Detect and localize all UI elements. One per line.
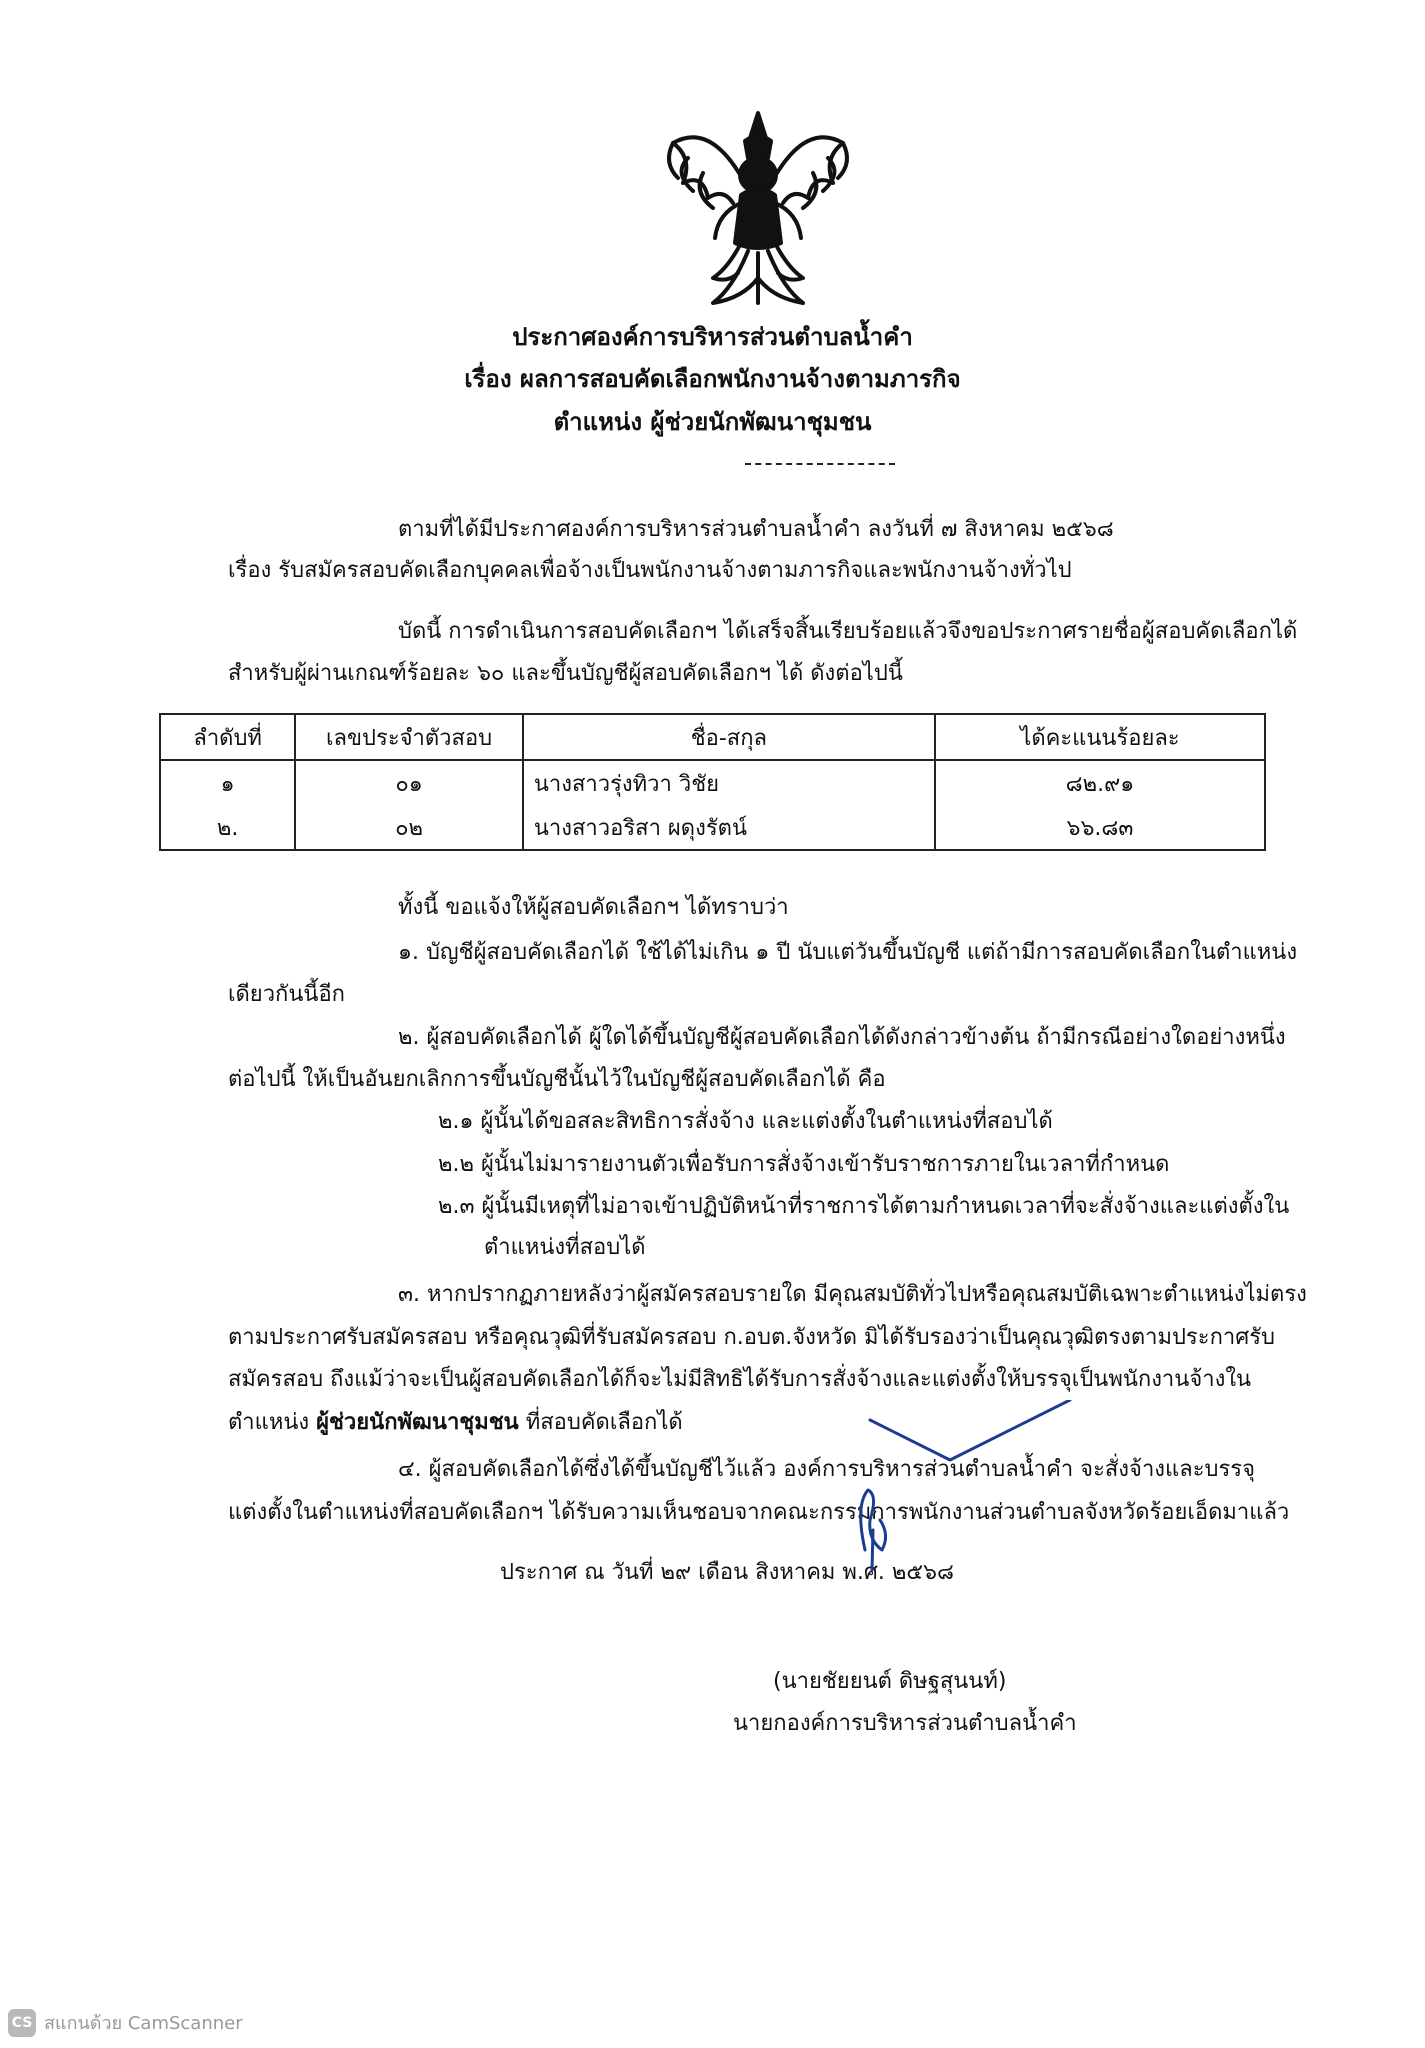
notice-line: ๒.๒ ผู้นั้นไม่มารายงานตัวเพื่อรับการสั่งจ้างเข้ารับราชการภายในเวลาที่กำหนด — [438, 1152, 1170, 1177]
announcement-date: ประกาศ ณ วันที่ ๒๙ เดือน สิงหาคม พ.ศ. ๒๕๖๘ — [500, 1560, 954, 1585]
notice-line: ตำแหน่งที่สอบได้ — [484, 1235, 646, 1260]
notice-line: ต่อไปนี้ ให้เป็นอันยกเลิกการขึ้นบัญชีนั้นไว้ในบัญชีผู้สอบคัดเลือกได้ คือ — [228, 1067, 886, 1092]
scanner-text: สแกนด้วย CamScanner — [44, 2013, 243, 2034]
header-divider — [745, 463, 895, 465]
notice-line: ๔. ผู้สอบคัดเลือกได้ซึ่งได้ขึ้นบัญชีไว้แล้ว องค์การบริหารส่วนตำบลน้ำคำ จะสั่งจ้างและบรรจุ — [398, 1457, 1256, 1482]
table-cell: นางสาวอริสา ผดุงรัตน์ — [523, 805, 935, 850]
notice-line: แต่งตั้งในตำแหน่งที่สอบคัดเลือกฯ ได้รับความเห็นชอบจากคณะกรรมการพนักงานส่วนตำบลจังหวัดร้อยเอ็ดมาแล้ว — [228, 1500, 1290, 1525]
notice-line: เดียวกันนี้อีก — [228, 982, 345, 1007]
notice-line: ๑. บัญชีผู้สอบคัดเลือกได้ ใช้ได้ไม่เกิน ๑ ปี นับแต่วันขึ้นบัญชี แต่ถ้ามีการสอบคัดเลือกในตำแหน่ง — [398, 940, 1298, 965]
notice-line: ๒.๑ ผู้นั้นได้ขอสละสิทธิการสั่งจ้าง และแต่งตั้งในตำแหน่งที่สอบได้ — [438, 1109, 1053, 1134]
notice-text: ตำแหน่ง — [228, 1410, 310, 1435]
garuda-emblem-icon — [653, 103, 863, 313]
intro-line: ตามที่ได้มีประกาศองค์การบริหารส่วนตำบลน้ำคำ ลงวันที่ ๗ สิงหาคม ๒๕๖๘ — [398, 517, 1114, 542]
notice-line — [228, 1405, 683, 1441]
table-cell: ๐๒ — [295, 805, 523, 850]
signature-mark — [820, 1400, 1120, 1580]
notice-line: ๒. ผู้สอบคัดเลือกได้ ผู้ใดได้ขึ้นบัญชีผู้สอบคัดเลือกได้ดังกล่าวข้างต้น ถ้ามีกรณีอย่างใดอย่างหนึ่ง — [398, 1025, 1286, 1050]
announcement-position: ตำแหน่ง ผู้ช่วยนักพัฒนาชุมชน — [553, 408, 872, 436]
table-cell: ๐๑ — [295, 760, 523, 805]
signer-title: นายกองค์การบริหารส่วนตำบลน้ำคำ — [733, 1711, 1077, 1736]
table-cell: ๘๒.๙๑ — [935, 760, 1265, 805]
position-name-bold: ผู้ช่วยนักพัฒนาชุมชน — [316, 1410, 519, 1435]
notice-line: สมัครสอบ ถึงแม้ว่าจะเป็นผู้สอบคัดเลือกได้ก็จะไม่มีสิทธิได้รับการสั่งจ้างและแต่งตั้งให้บรรจุเป็นพนักงานจ้างใน — [228, 1367, 1252, 1392]
intro-line: สำหรับผู้ผ่านเกณฑ์ร้อยละ ๖๐ และขึ้นบัญชีผู้สอบคัดเลือกฯ ได้ ดังต่อไปนี้ — [228, 661, 903, 686]
table-cell: นางสาวรุ่งทิวา วิชัย — [523, 760, 935, 805]
notice-line: ทั้งนี้ ขอแจ้งให้ผู้สอบคัดเลือกฯ ได้ทราบว่า — [398, 895, 789, 920]
notice-line: ๓. หากปรากฏภายหลังว่าผู้สมัครสอบรายใด มีคุณสมบัติทั่วไปหรือคุณสมบัติเฉพาะตำแหน่งไม่ตรง — [398, 1282, 1307, 1307]
column-header: เลขประจำตัวสอบ — [295, 714, 523, 760]
table-cell: ๒. — [160, 805, 295, 850]
table-cell: ๑ — [160, 760, 295, 805]
results-table — [159, 713, 1266, 851]
camscanner-icon: CS — [8, 2009, 36, 2037]
table-row — [160, 760, 1265, 805]
intro-line: บัดนี้ การดำเนินการสอบคัดเลือกฯ ได้เสร็จสิ้นเรียบร้อยแล้วจึงขอประกาศรายชื่อผู้สอบคัดเลือกได้ — [398, 619, 1298, 644]
signer-name: (นายชัยยนต์ ดิษฐสุนนท์) — [773, 1669, 1007, 1694]
column-header: ได้คะแนนร้อยละ — [935, 714, 1265, 760]
scanner-watermark — [8, 2008, 243, 2037]
announcement-subject: เรื่อง ผลการสอบคัดเลือกพนักงานจ้างตามภารกิจ — [464, 365, 961, 393]
notice-text: ที่สอบคัดเลือกได้ — [525, 1410, 683, 1435]
table-cell: ๖๖.๘๓ — [935, 805, 1265, 850]
announcement-title: ประกาศองค์การบริหารส่วนตำบลน้ำคำ — [512, 323, 913, 351]
table-header-row — [160, 714, 1265, 760]
table-row — [160, 805, 1265, 850]
intro-line: เรื่อง รับสมัครสอบคัดเลือกบุคคลเพื่อจ้างเป็นพนักงานจ้างตามภารกิจและพนักงานจ้างทั่วไป — [228, 558, 1072, 583]
notice-line: ตามประกาศรับสมัครสอบ หรือคุณวุฒิที่รับสมัครสอบ ก.อบต.จังหวัด มิได้รับรองว่าเป็นคุณวุฒิตรงตามประกาศรับ — [228, 1325, 1275, 1350]
column-header: ลำดับที่ — [160, 714, 295, 760]
column-header: ชื่อ-สกุล — [523, 714, 935, 760]
notice-line: ๒.๓ ผู้นั้นมีเหตุที่ไม่อาจเข้าปฏิบัติหน้าที่ราชการได้ตามกำหนดเวลาที่จะสั่งจ้างและแต่งตั้งใน — [438, 1194, 1290, 1219]
